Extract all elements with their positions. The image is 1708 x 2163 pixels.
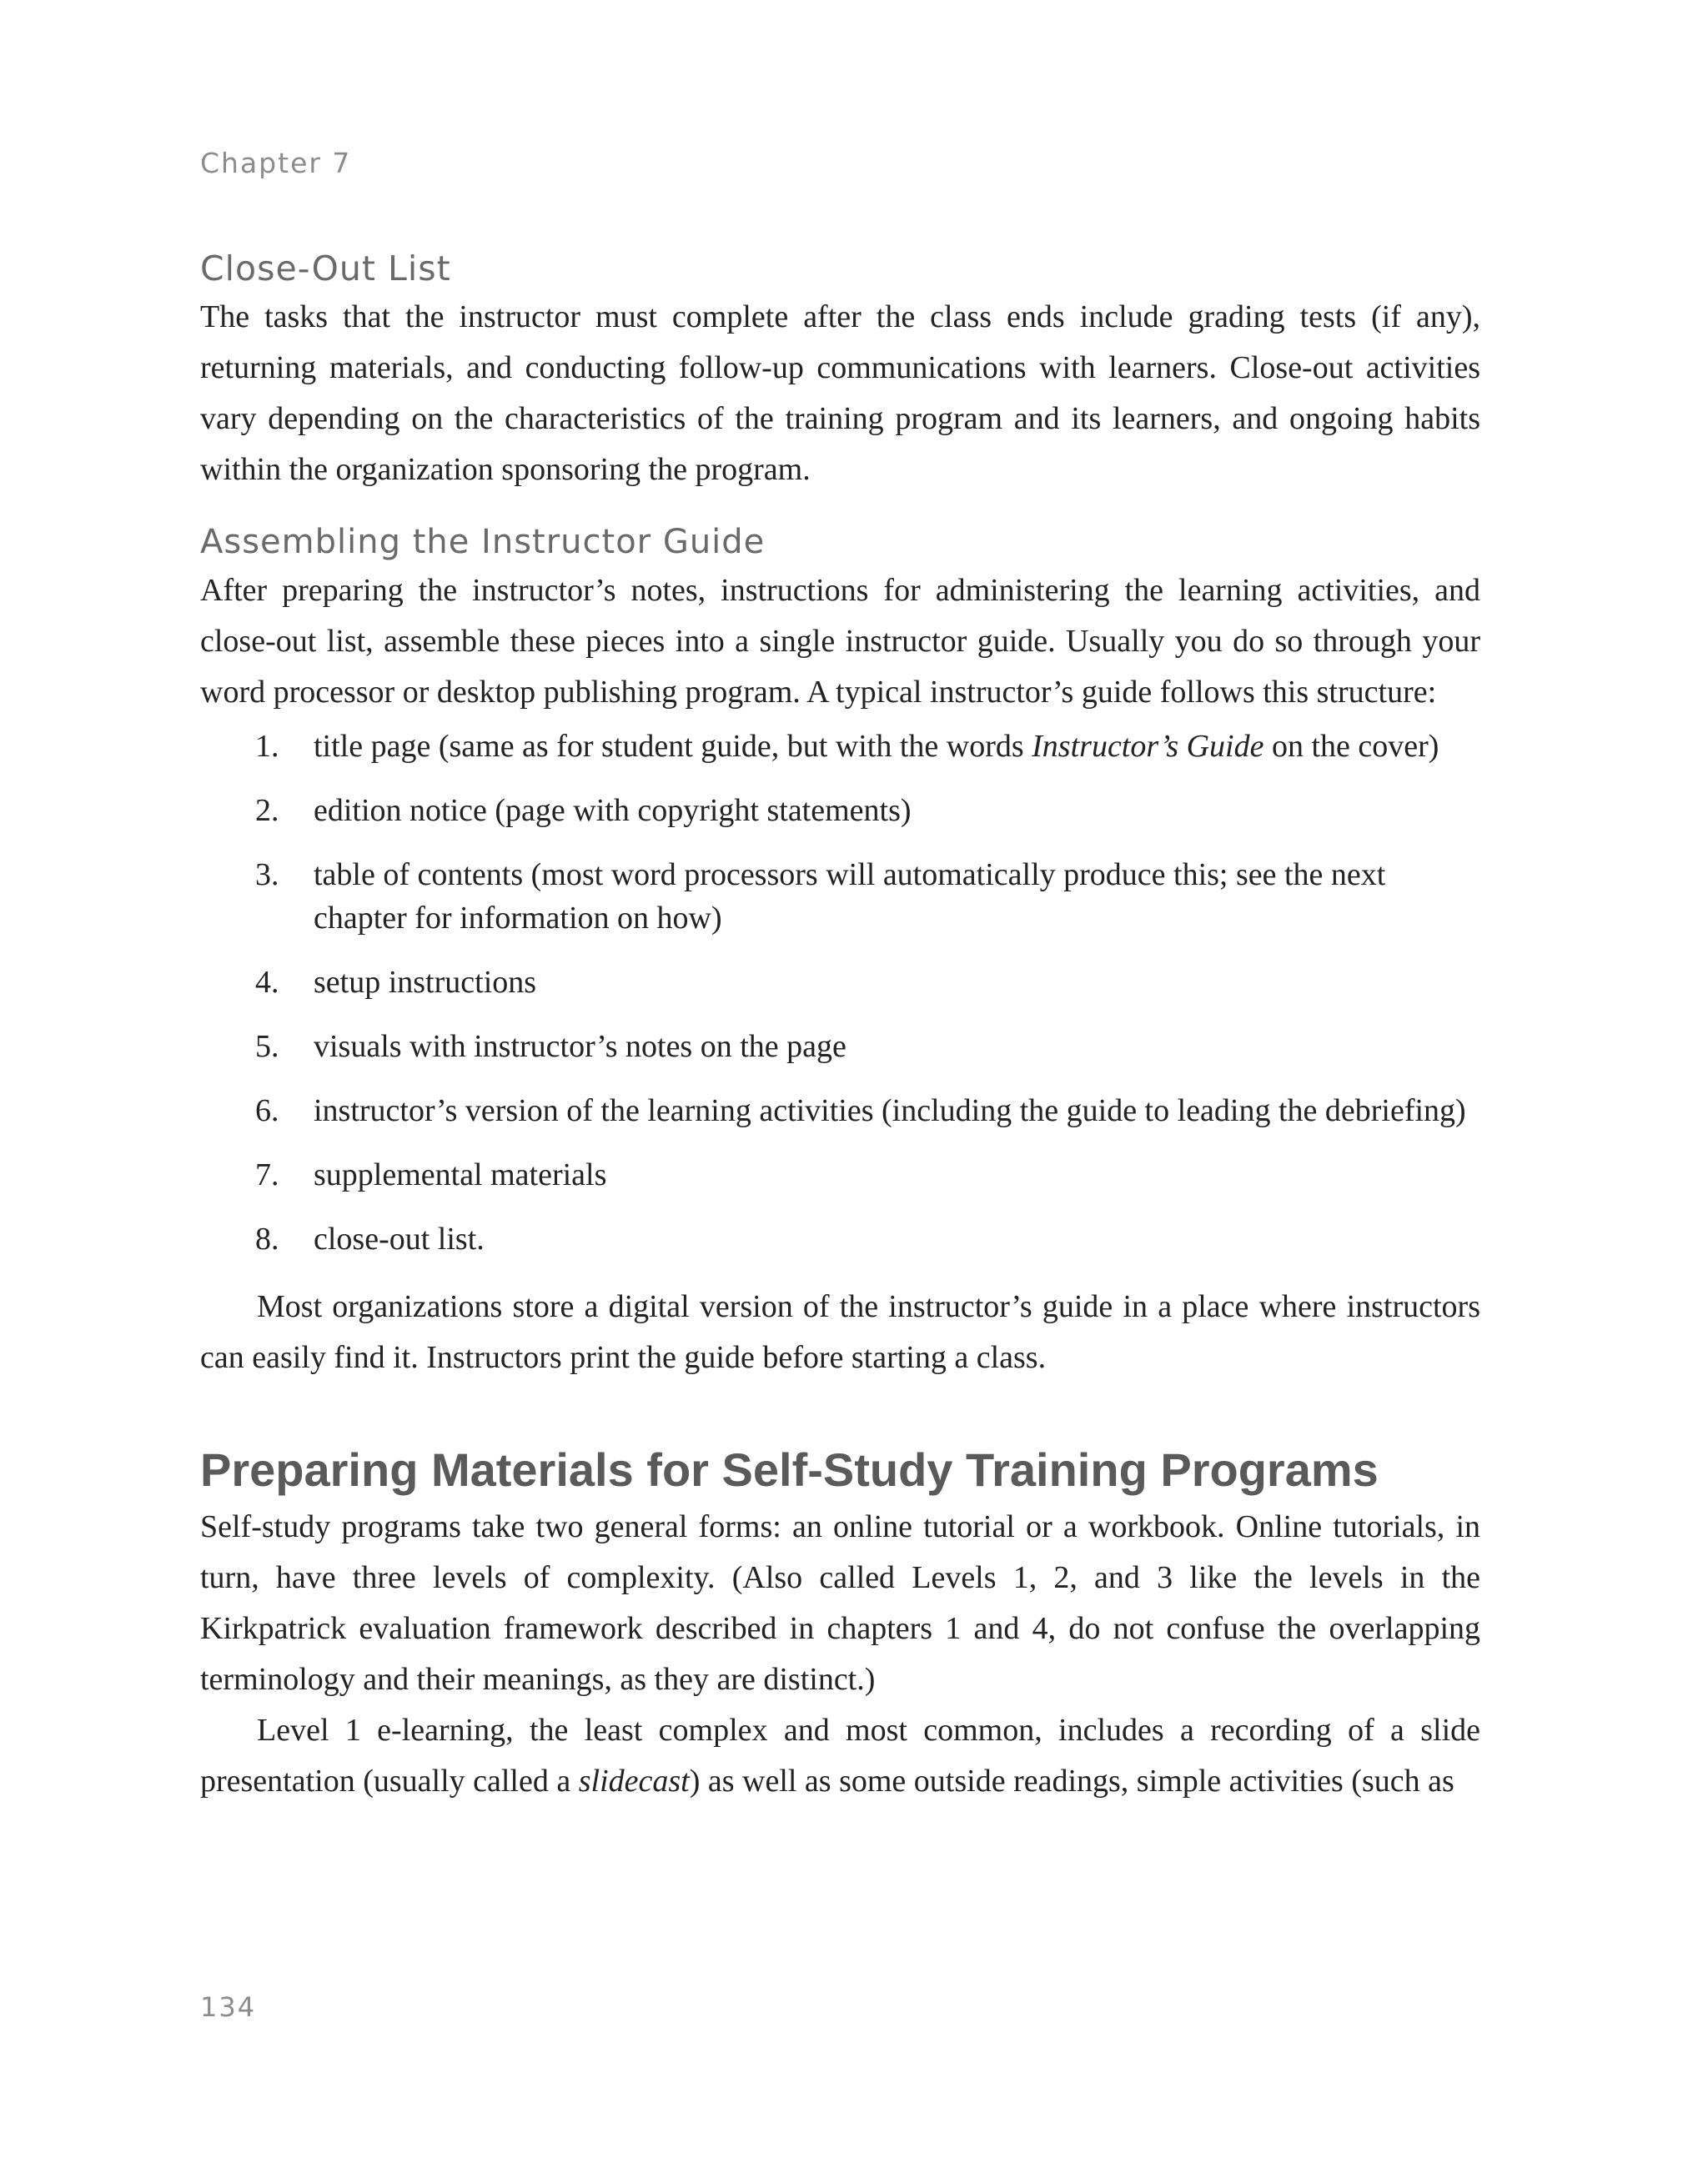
list-number: 8. bbox=[255, 1222, 279, 1257]
list-number: 4. bbox=[255, 965, 279, 1000]
closeout-paragraph: The tasks that the instructor must complete after the class ends include grading tests (if any), returning materials, and conducting follow-up communications with learners. Close-out activities vary depending on the characteristics of the training program and its learners, and ongoing habits within the organization sponsoring the program. bbox=[200, 299, 1480, 487]
list-item bbox=[200, 725, 1480, 768]
list-text: close-out list. bbox=[314, 1222, 485, 1257]
list-item bbox=[200, 1217, 1480, 1261]
guide-heading: Assembling the Instructor Guide bbox=[200, 523, 766, 561]
running-head: Chapter 7 bbox=[200, 147, 352, 179]
guide-structure-list bbox=[200, 725, 1480, 1261]
list-text: supplemental materials bbox=[314, 1157, 607, 1192]
guide-intro-paragraph: After preparing the instructor’s notes, instructions for administering the learning activities, and close-out list, assemble these pieces into a single instructor guide. Usually you do so through your word processor or desktop publishing program. A typical instructor’s guide follows this structure: bbox=[200, 573, 1480, 710]
list-item bbox=[200, 1153, 1480, 1197]
paragraph-text: Level 1 e-learning, the least complex and most common, includes a recording of a slide presentation (usually called a bbox=[200, 1713, 1480, 1799]
list-number: 7. bbox=[255, 1157, 279, 1192]
list-text: on the cover) bbox=[1263, 729, 1439, 764]
list-text: edition notice (page with copyright statements) bbox=[314, 793, 912, 828]
guide-closing-paragraph: Most organizations store a digital version of the instructor’s guide in a place where instructors can easily find it. Instructors print the guide before starting a class. bbox=[200, 1289, 1480, 1375]
list-number: 5. bbox=[255, 1029, 279, 1064]
list-text: table of contents (most word processors will automatically produce this; see the next chapter for information on how) bbox=[314, 857, 1386, 936]
list-number: 6. bbox=[255, 1093, 279, 1128]
paragraph-text: ) as well as some outside readings, simple activities (such as bbox=[689, 1764, 1454, 1799]
paragraph-text-italic: slidecast bbox=[578, 1764, 690, 1799]
list-text-italic: Instructor’s Guide bbox=[1032, 729, 1264, 764]
selfstudy-paragraph-1: Self-study programs take two general forms: an online tutorial or a workbook. Online tutorials, in turn, have three levels of complexity. (Also called Levels 1, 2, and 3 like the levels in the Kirkpatrick evaluation framework described in chapters 1 and 4, do not confuse the overlapping terminology and their meanings, as they are distinct.) bbox=[200, 1509, 1480, 1697]
list-number: 1. bbox=[255, 729, 279, 764]
selfstudy-paragraph-2 bbox=[200, 1705, 1480, 1807]
list-item bbox=[200, 961, 1480, 1004]
list-item bbox=[200, 853, 1480, 940]
page-number: 134 bbox=[200, 1991, 257, 2023]
list-text: instructor’s version of the learning activities (including the guide to leading the debriefing) bbox=[314, 1093, 1466, 1128]
list-item bbox=[200, 789, 1480, 832]
list-number: 2. bbox=[255, 793, 279, 828]
list-text: setup instructions bbox=[314, 965, 537, 1000]
list-text: title page (same as for student guide, but with the words bbox=[314, 729, 1032, 764]
selfstudy-heading: Preparing Materials for Self-Study Training Programs bbox=[200, 1443, 1379, 1496]
page-content bbox=[200, 245, 1480, 1807]
list-item bbox=[200, 1025, 1480, 1068]
list-item bbox=[200, 1089, 1480, 1132]
closeout-heading: Close-Out List bbox=[200, 248, 451, 289]
list-number: 3. bbox=[255, 857, 279, 892]
list-text: visuals with instructor’s notes on the page bbox=[314, 1029, 846, 1064]
